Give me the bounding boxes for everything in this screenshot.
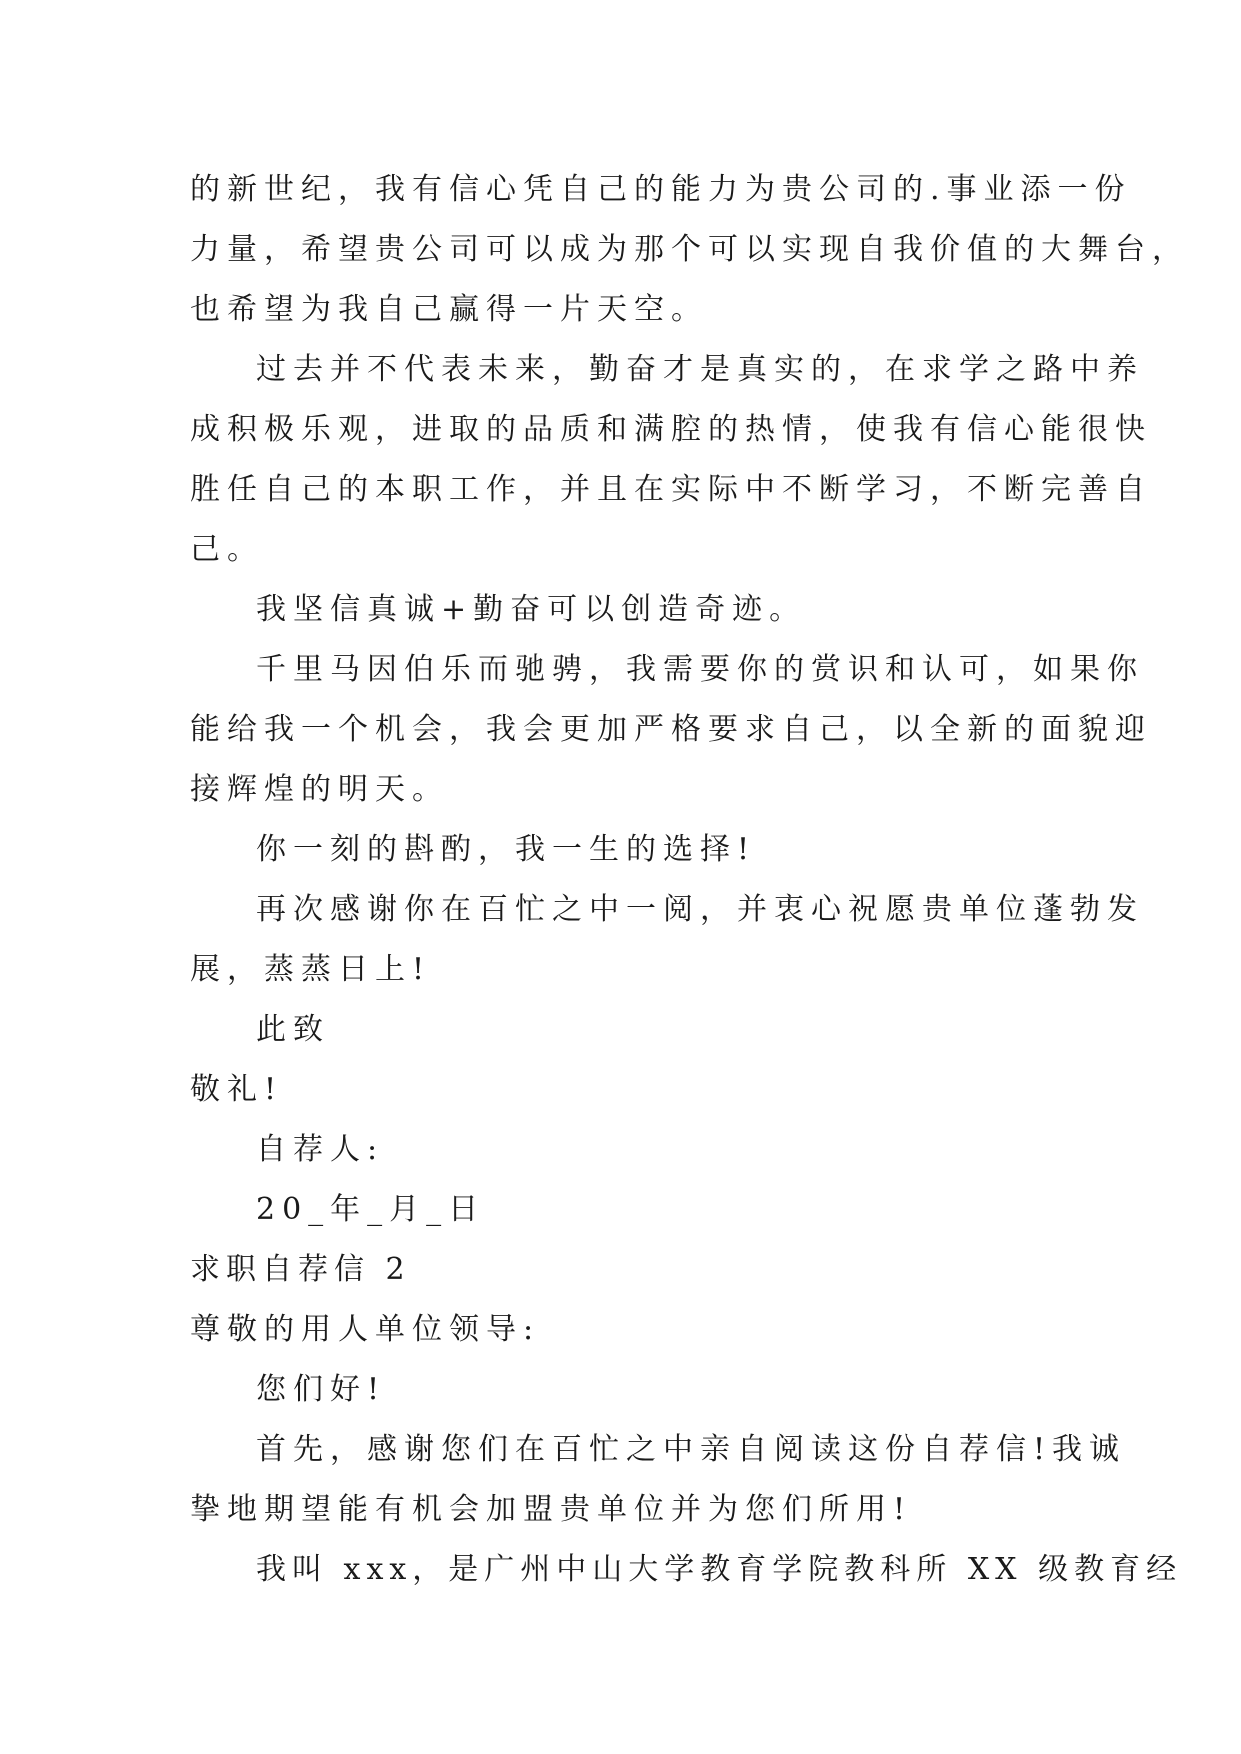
text-line: 力量，希望贵公司可以成为那个可以实现自我价值的大舞台，: [190, 232, 1189, 267]
paragraph-start-line: 再次感谢你在百忙之中一阅，并衷心祝愿贵单位蓬勃发: [256, 892, 1144, 927]
document-body: [190, 160, 1189, 1600]
greeting-line: 您们好!: [256, 1372, 387, 1407]
paragraph-start-line: 千里马因伯乐而驰骋，我需要你的赏识和认可，如果你: [256, 652, 1144, 687]
greeting-recipient: 尊敬的用人单位领导:: [190, 1312, 541, 1347]
paragraph-start-line: 我叫 xxx，是广州中山大学教育学院教科所 XX 级教育经: [256, 1552, 1183, 1587]
text-line: 胜任自己的本职工作，并且在实际中不断学习，不断完善自: [190, 472, 1152, 507]
signature-label: 自荐人:: [256, 1132, 385, 1167]
section-heading: 求职自荐信 2: [190, 1252, 411, 1287]
text-line: 的新世纪，我有信心凭自己的能力为贵公司的.事业添一份: [190, 172, 1132, 207]
paragraph-start-line: 首先，感谢您们在百忙之中亲自阅读这份自荐信!我诚: [256, 1432, 1127, 1467]
text-line: 己。: [190, 532, 264, 567]
text-line: 挚地期望能有机会加盟贵单位并为您们所用!: [190, 1492, 913, 1527]
paragraph-start-line: 过去并不代表未来，勤奋才是真实的，在求学之路中养: [256, 352, 1144, 387]
text-line: 展，蒸蒸日上!: [190, 952, 432, 987]
closing-salutation: 此致: [256, 1012, 330, 1047]
text-line: 成积极乐观，进取的品质和满腔的热情，使我有信心能很快: [190, 412, 1152, 447]
text-line: 接辉煌的明天。: [190, 772, 449, 807]
paragraph-start-line: 你一刻的斟酌，我一生的选择!: [256, 832, 757, 867]
text-line: 能给我一个机会，我会更加严格要求自己，以全新的面貌迎: [190, 712, 1152, 747]
date-line: 20_年_月_日: [256, 1192, 486, 1227]
paragraph-start-line: 我坚信真诚+勤奋可以创造奇迹。: [256, 592, 807, 627]
closing-regards: 敬礼!: [190, 1072, 284, 1107]
text-line: 也希望为我自己赢得一片天空。: [190, 292, 708, 327]
